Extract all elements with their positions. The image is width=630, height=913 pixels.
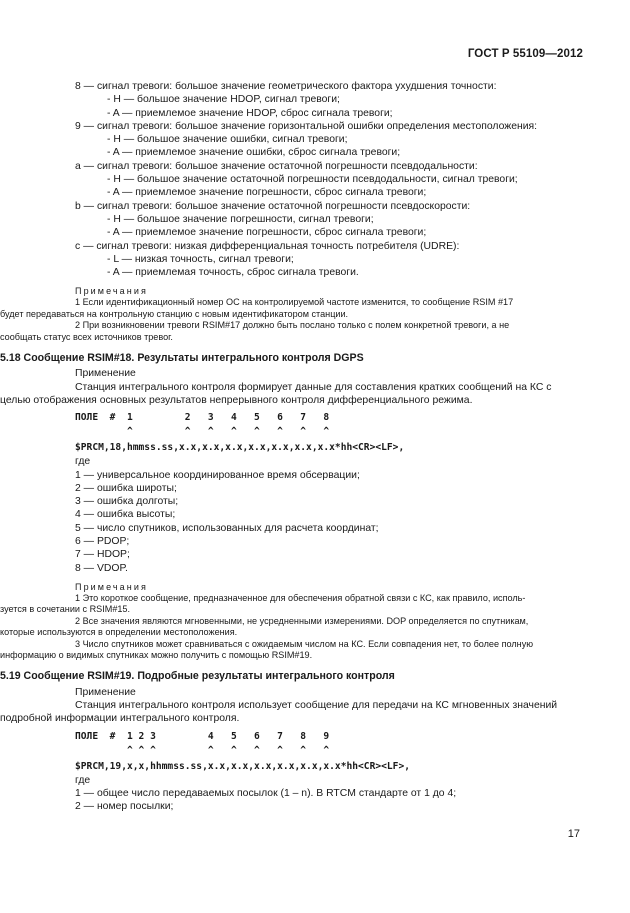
caret-line: ^ ^ ^ ^ ^ ^ ^ ^ ^ bbox=[75, 744, 330, 756]
note-2 bbox=[0, 320, 583, 343]
note-line: будет передаваться на контрольную станцию с новым идентификатором станции. bbox=[0, 308, 349, 319]
caret-line: ^ ^ ^ ^ ^ ^ ^ ^ bbox=[75, 426, 330, 438]
note-line: 2 Все значения являются мгновенными, не усредненными измерениями. DOP определяется по спутникам, bbox=[75, 615, 529, 626]
field-description: 4 — ошибка высоты; bbox=[75, 509, 176, 521]
note-line: сообщать статус всех источников тревог. bbox=[0, 331, 173, 342]
field-description: 1 — универсальное координированное время обсервации; bbox=[75, 469, 360, 481]
where-label: где bbox=[75, 774, 91, 786]
section-paragraph: подробной информации интегрального контроля. bbox=[0, 713, 240, 725]
section-subhead: Применение bbox=[75, 686, 136, 698]
field-list-518 bbox=[75, 469, 583, 575]
section-paragraph: Станция интегрального контроля формирует данные для составления кратких сообщений на КС с bbox=[75, 381, 552, 393]
field-description: 2 — номер посылки; bbox=[75, 801, 174, 813]
alarm-sub-item: - A — приемлемая точность, сброс сигнала тревоги. bbox=[107, 267, 359, 279]
note-line: информацию о видимых спутниках можно получить с помощью RSIM#19. bbox=[0, 649, 313, 660]
notes-heading: Примечания bbox=[75, 286, 148, 297]
alarm-sub-item: - A — приемлемое значение погрешности, сброс сигнала тревоги; bbox=[107, 187, 427, 199]
section-title-519: 5.19 Сообщение RSIM#19. Подробные результаты интегрального контроля bbox=[0, 670, 395, 683]
page-content bbox=[0, 80, 583, 813]
alarm-sub-item: - A — приемлемое значение погрешности, сброс сигнала тревоги; bbox=[107, 227, 427, 239]
section-title-518: 5.18 Сообщение RSIM#18. Результаты интегрального контроля DGPS bbox=[0, 352, 364, 365]
note-line: 1 Если идентификационный номер ОС на контролируемой частоте изменится, то сообщение RSIM #17 bbox=[75, 297, 514, 308]
where-label: где bbox=[75, 456, 91, 468]
field-description: 7 — HDOP; bbox=[75, 549, 130, 561]
note-line: которые используются в определении местоположения. bbox=[0, 627, 238, 638]
alarm-item: b — сигнал тревоги: большое значение остаточной погрешности псевдоскорости: bbox=[75, 200, 471, 212]
field-numbers-line: ПОЛЕ # 1 2 3 4 5 6 7 8 bbox=[75, 412, 330, 424]
field-description: 2 — ошибка широты; bbox=[75, 482, 177, 494]
document-header: ГОСТ Р 55109—2012 bbox=[467, 48, 583, 60]
field-numbers-line: ПОЛЕ # 1 2 3 4 5 6 7 8 9 bbox=[75, 730, 330, 742]
section-paragraph: Станция интегрального контроля использует сообщение для передачи на КС мгновенных значений bbox=[75, 699, 558, 711]
alarm-sub-item: - H — большое значение ошибки, сигнал тревоги; bbox=[107, 134, 348, 146]
section-subhead: Применение bbox=[75, 368, 136, 380]
sentence-format: $PRCM,18,hmmss.ss,x.x,x.x,x.x,x.x,x.x,x.x,x.x*hh<CR><LF>, bbox=[75, 442, 405, 454]
note-line: зуется в сочетании с RSIM#15. bbox=[0, 604, 131, 615]
alarm-item: а — сигнал тревоги: большое значение остаточной погрешности псевдодальности: bbox=[75, 160, 478, 172]
alarm-sub-item: - A — приемлемое значение ошибки, сброс сигнала тревоги; bbox=[107, 147, 401, 159]
alarm-item: 8 — сигнал тревоги: большое значение геометрического фактора ухудшения точности: bbox=[75, 81, 497, 92]
field-description: 5 — число спутников, использованных для расчета координат; bbox=[75, 522, 379, 534]
alarm-item: с — сигнал тревоги: низкая дифференциальная точность потребителя (UDRE): bbox=[75, 240, 460, 252]
alarm-sub-item: - H — большое значение остаточной погрешности псевдодальности, сигнал тревоги; bbox=[107, 174, 518, 186]
note-3 bbox=[0, 638, 583, 662]
note-1 bbox=[0, 297, 583, 320]
field-description: 6 — PDOP; bbox=[75, 536, 130, 548]
alarm-sub-item: - A — приемлемое значение HDOP, сброс сигнала тревоги; bbox=[107, 107, 393, 119]
note-line: 2 При возникновении тревоги RSIM#17 должно быть послано только с полем конкретной тревоги, а не bbox=[75, 320, 510, 331]
alarm-list bbox=[75, 80, 583, 279]
note-1 bbox=[0, 592, 583, 616]
alarm-item: 9 — сигнал тревоги: большое значение горизонтальной ошибки определения местоположения: bbox=[75, 120, 538, 132]
sentence-format: $PRCM,19,x,x,hhmmss.ss,x.x,x.x,x.x,x.x,x.x,x.x*hh<CR><LF>, bbox=[75, 760, 411, 772]
field-description: 8 — VDOP. bbox=[75, 562, 128, 574]
note-2 bbox=[0, 615, 583, 639]
alarm-sub-item: - H — большое значение погрешности, сигнал тревоги; bbox=[107, 213, 374, 225]
alarm-sub-item: - H — большое значение HDOP, сигнал тревоги; bbox=[107, 94, 340, 106]
notes-heading: Примечания bbox=[75, 581, 148, 592]
page-number: 17 bbox=[567, 828, 580, 840]
field-description: 3 — ошибка долготы; bbox=[75, 496, 179, 508]
alarm-sub-item: - L — низкая точность, сигнал тревоги; bbox=[107, 253, 294, 265]
note-line: 3 Число спутников может сравниваться с ожидаемым числом на КС. Если совпадения нет, то более полную bbox=[75, 638, 534, 649]
section-paragraph: целью отображения основных результатов непрерывного контроля дифференциального режима. bbox=[0, 394, 473, 406]
field-list-519 bbox=[75, 787, 583, 814]
field-description: 1 — общее число передаваемых посылок (1 – n). В RTCM стандарте от 1 до 4; bbox=[75, 787, 457, 799]
note-line: 1 Это короткое сообщение, предназначенное для обеспечения обратной связи с КС, как правило, исполь- bbox=[75, 592, 526, 603]
